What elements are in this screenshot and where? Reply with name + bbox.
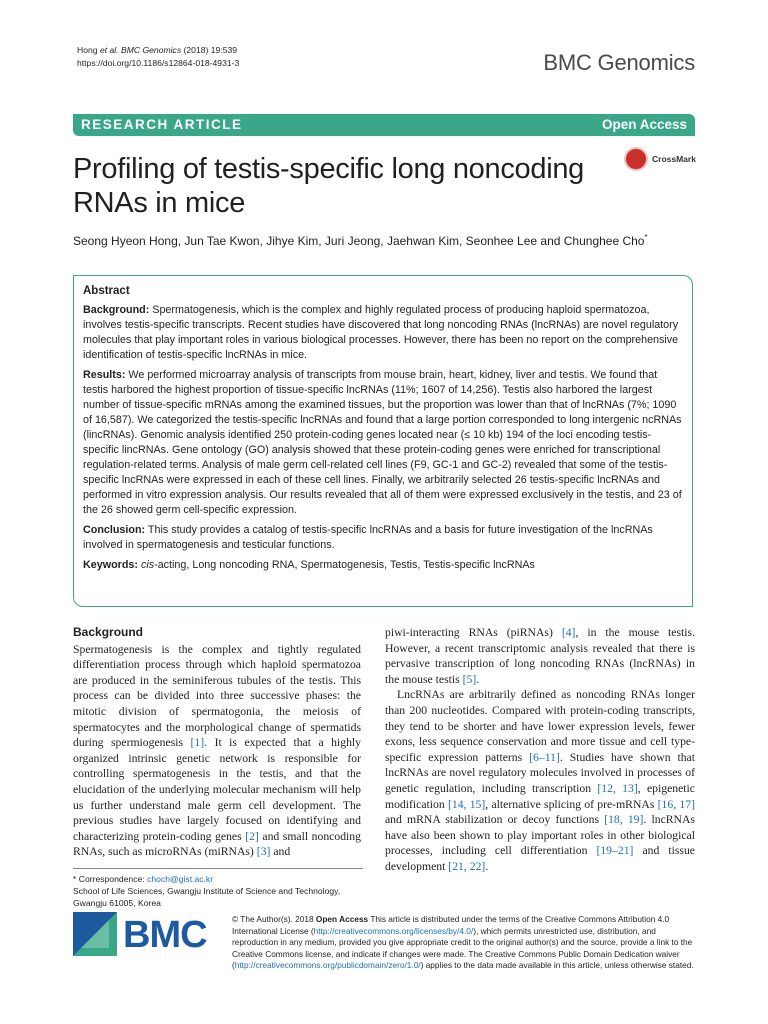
article-title: Profiling of testis-specific long noncoding RNAs in mice [73,153,584,219]
open-access-label: Open Access [601,117,687,132]
correspondence-line [73,873,363,885]
citation-authors: Hong [77,45,98,55]
reference-link[interactable]: [19–21] [596,844,634,858]
corresponding-mark: * [644,233,648,242]
section-heading: Background [73,625,144,639]
crossmark-badge[interactable] [624,145,704,171]
reference-link[interactable]: [6–11] [529,750,560,764]
bmc-logo [73,912,223,958]
body-text: LncRNAs are arbitrarily defined as noncoding RNAs longer than 200 nucleotides. Compared with protein-coding transcripts, they tend to be shorter and have lower expression levels, fewer exons, less sequence conservation and more tissue and cell type-specific expression patterns [385,688,695,764]
abstract-keywords [83,558,683,573]
bmc-logo-icon [73,912,117,956]
reference-link[interactable]: [16, 17] [657,797,695,811]
open-access-bold: Open Access [315,914,369,924]
conclusion-text: This study provides a catalog of testis-specific lncRNAs and a basis for future investigation of the lncRNAs involved in spermatogenesis and testicular functions. [83,524,653,551]
affiliation-line: School of Life Sciences, Gwangju Institute of Science and Technology, [73,886,341,896]
email-link[interactable]: choch@gist.ac.kr [147,874,214,884]
reference-link[interactable]: [2] [245,829,259,843]
license-statement [232,914,694,972]
reference-link[interactable]: [14, 15] [447,797,486,811]
background-label: Background: [83,304,150,316]
abstract-background [83,303,683,363]
body-text: and [270,845,291,859]
affiliation-line: Gwangju 61005, Korea [73,898,161,908]
correspondence-label: * Correspondence: [73,874,148,884]
abstract-heading: Abstract [83,285,130,297]
body-text: and tissue development [385,844,695,873]
body-paragraph [385,625,695,687]
reference-link[interactable]: [21, 22] [448,859,486,873]
article-type-banner [73,114,695,136]
body-text: , in the mouse testis. However, a recent transcriptomic analysis revealed that there is pervasive transcription of long noncoding RNAs (lncRNAs) in the mouse testis [385,626,695,686]
citation-line [77,44,239,57]
waiver-link[interactable]: http://creativecommons.org/publicdomain/zero/1.0/ [234,960,421,971]
journal-brand: BMC Genomics [543,50,695,75]
license-text: ) applies to the data made available in this article, unless otherwise stated. [420,960,694,971]
abstract-results [83,368,683,518]
body-text: piwi-interacting RNAs (piRNAs) [385,626,562,639]
body-text: and small noncoding RNAs, such as microRNAs (miRNAs) [73,829,361,859]
bmc-logo-text: BMC [123,914,207,956]
body-column-left [73,625,361,860]
reference-link[interactable]: [12, 13] [597,781,638,795]
reference-link[interactable]: [1] [190,736,205,750]
license-text: This article is distributed under the terms of the Creative Commons Attribution 4.0 International License ( [232,914,670,936]
body-text: and mRNA stabilization or decoy functions [385,813,605,827]
results-text: We performed microarray analysis of transcripts from mouse brain, heart, kidney, liver and testis. We found that testis harbored the highest proportion of tissue-specific lncRNAs (11%; 1607 of 14,256). Testis also harbored the largest number of tissue-specific mRNAs among the examined tissues, but the proportion was lower than that of lncRNAs (7%; 1090 of 16,587). We categorized the testis-specific lncRNAs and found that a large portion corresponded to long intergenic ncRNAs (lincRNAs). Genomic analysis identified 250 protein-coding genes located near (≤ 10 kb) 194 of the loci encoding testis-specific lincRNAs. Gene ontology (GO) analysis showed that these protein-coding genes were enriched for transcriptional regulation-related terms. Analysis of male germ cell-related cell lines (F9, GC-1 and GC-2) revealed that some of the testis-specific lncRNAs were expressed in each of these cell lines. Finally, we arbitrarily selected 26 testis-specific lncRNAs and performed in vitro expression analysis. Our results revealed that all of them were expressed exclusively in the testis, and 23 of the 26 showed germ cell-specific expression. [83,369,682,516]
body-text: , epigenetic modification [385,781,695,811]
body-text: . It is expected that a highly organized intrinsic genetic network is responsible for controlling spermatogenesis in the testis, and that the elucidation of the underlying molecular mechanism will help us further understand male germ cell development. The previous studies have largely focused on identifying and characterizing protein-coding genes [73,736,361,843]
abstract-box [73,275,693,607]
doi-link[interactable]: https://doi.org/10.1186/s12864-018-4931-3 [77,58,240,68]
reference-link[interactable]: [4] [561,626,576,639]
article-type-label: RESEARCH ARTICLE [81,117,243,132]
body-paragraph [385,687,695,874]
license-text: ), which permits unrestricted use, distribution, and reproduction in any medium, provided you give appropriate credit to the original author(s) and the source, provide a link to the Creative Commons license, and indicate if changes were made. The Creative Commons Public Domain Dedication waiver ( [232,925,693,971]
author-list [73,233,693,248]
body-text: . lncRNAs have also been shown to play important roles in other biological processes, including cell differentiation [385,813,695,858]
keywords-text: -acting, Long noncoding RNA, Spermatogenesis, Testis, Testis-specific lncRNAs [154,559,535,571]
citation-volume: (2018) 19:539 [181,45,238,55]
citation-journal: BMC Genomics [120,45,182,55]
citation-header [77,44,239,70]
body-paragraph [73,642,361,860]
abstract-conclusion [83,523,683,553]
license-link[interactable]: http://creativecommons.org/licenses/by/4.0/ [313,925,474,936]
body-text: Spermatogenesis is the complex and tightly regulated differentiation process through which haploid spermatozoa are produced in the seminiferous tubules of the testis. This process can be divided into three successive phases: the mitotic division of spermatogonia, the meiosis of spermatocytes and the morphological change of spermatids during spermiogenesis [73,642,361,750]
copyright-text: © The Author(s). 2018 [232,914,316,924]
conclusion-label: Conclusion: [83,524,146,536]
reference-link[interactable]: [3] [256,845,271,859]
results-label: Results: [83,369,126,381]
citation-etal: et al. [99,45,119,55]
body-text: . [485,859,489,873]
reference-link[interactable]: [5] [462,672,477,686]
body-text: , alternative splicing of pre-mRNAs [485,797,658,811]
body-text: . Studies have shown that lncRNAs are novel regulatory molecules involved in processes of genetic regulation, including transcription [385,750,695,795]
body-column-right [385,625,695,875]
keywords-label: Keywords: [83,559,138,571]
body-text: . [476,672,480,686]
author-names: Seong Hyeon Hong, Jun Tae Kwon, Jihye Kim, Juri Jeong, Jaehwan Kim, Seonhee Lee and Chunghee Cho [73,234,645,248]
reference-link[interactable]: [18, 19] [604,813,644,827]
correspondence-footnote [73,868,363,909]
background-text: Spermatogenesis, which is the complex and highly regulated process of producing haploid spermatozoa, involves testis-specific transcripts. Recent studies have discovered that long noncoding RNAs (lncRNAs) are novel regulatory molecules that play important roles in various biological processes. However, there has been no report on the comprehensive identification of testis-specific lncRNAs in mice. [83,304,679,361]
crossmark-icon [624,147,648,171]
crossmark-label: CrossMark [652,154,696,164]
keyword-italic: cis [140,559,155,571]
